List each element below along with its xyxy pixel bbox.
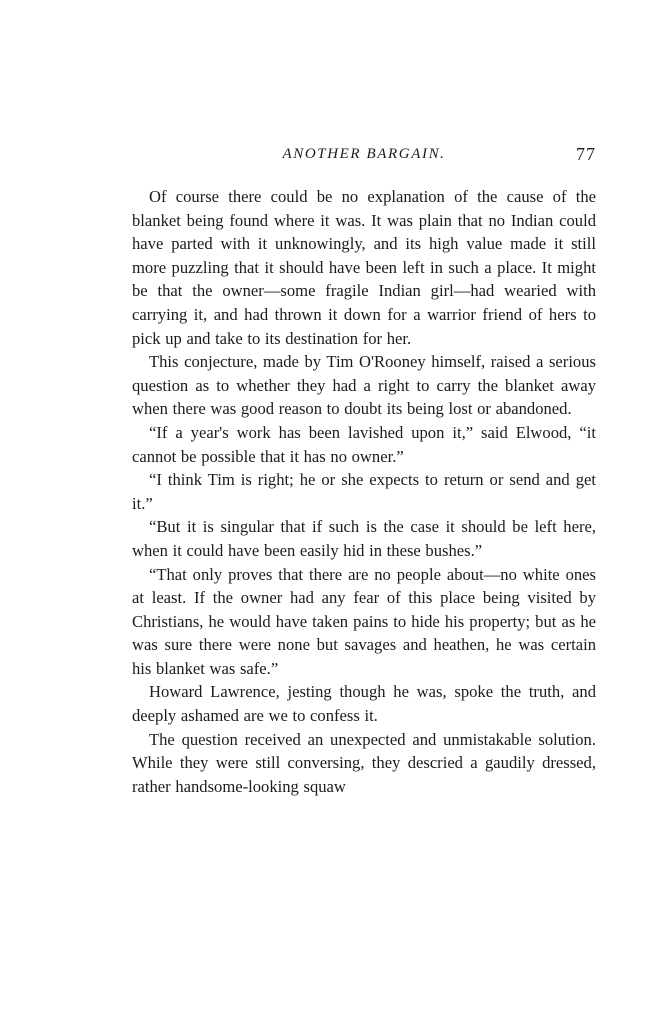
page-number: 77	[576, 144, 596, 164]
paragraph: The question received an unexpected and unmistakable solution. While they were still conversing, they descried a gaudily dressed, rather handsome-looking squaw	[132, 729, 596, 796]
paragraph: This conjecture, made by Tim O'Rooney himself, raised a serious question as to whether they had a right to carry the blanket away when there was good reason to doubt its being lost or abandoned.	[132, 352, 596, 419]
paragraph: “I think Tim is right; he or she expects to return or send and get it.”	[132, 470, 596, 513]
paragraph: “But it is singular that if such is the case it should be left here, when it could have been easily hid in these bushes.”	[132, 517, 596, 560]
paragraph: Of course there could be no explanation of the cause of the blanket being found where it was. It was plain that no Indian could have parted with it unknowingly, and its high value made it still more puzzling that it should have been left in such a place. It might be that the owner—some fragile Indian girl—had wearied with carrying it, and had thrown it down for a warrior friend of hers to pick up and take to its destination for her.	[132, 187, 596, 348]
paragraph: “That only proves that there are no people about—no white ones at least. If the owner had any fear of this place being visited by Christians, he would have taken pains to hide his property; but as he was sure there were none but savages and heathen, he was certain his blanket was safe.”	[132, 564, 596, 678]
paragraph: “If a year's work has been lavished upon it,” said Elwood, “it cannot be possible that it has no owner.”	[132, 422, 596, 466]
paragraph: Howard Lawrence, jesting though he was, spoke the truth, and deeply ashamed are we to confess it.	[132, 682, 596, 726]
running-header	[132, 146, 596, 168]
body-text	[132, 185, 596, 798]
running-title: ANOTHER BARGAIN.	[282, 146, 446, 162]
